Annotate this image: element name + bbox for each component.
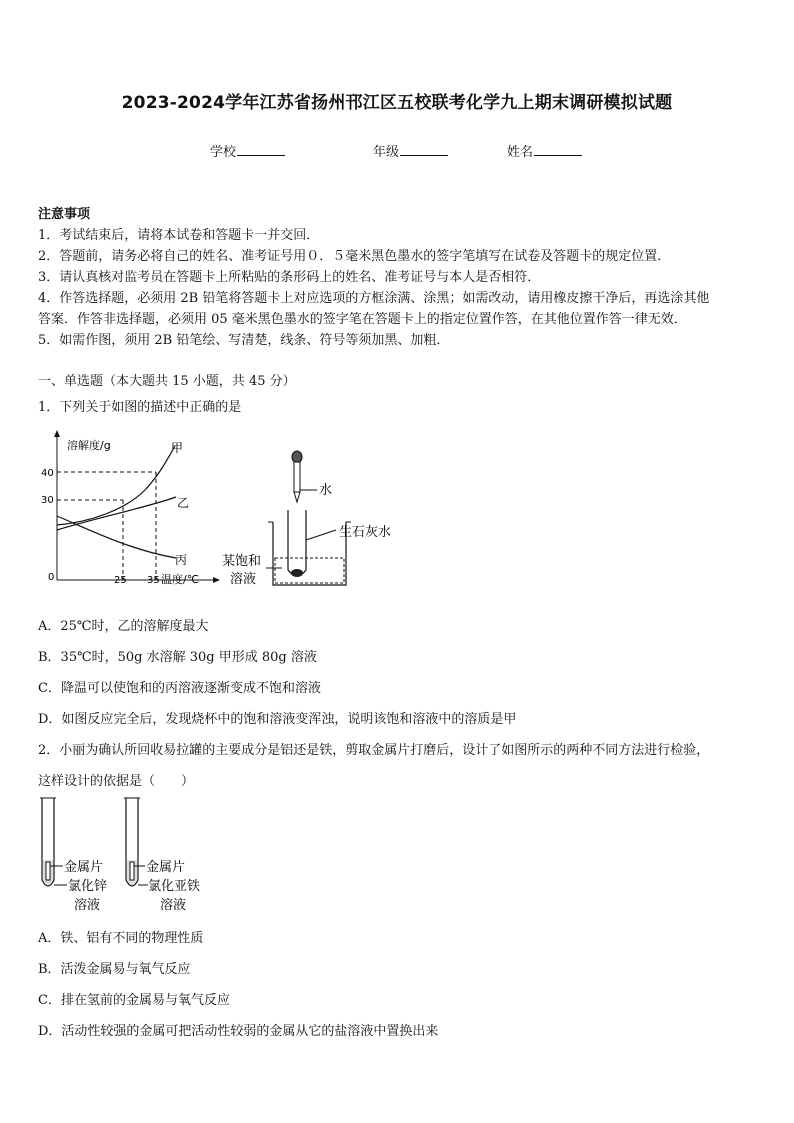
- q1-option-b[interactable]: B．35℃时，50g 水溶解 30g 甲形成 80g 溶液: [38, 650, 317, 665]
- x-tick-35: 35: [147, 575, 160, 586]
- tube1-solution-label-2: 溶液: [74, 898, 101, 913]
- tube1-metal-label: 金属片: [64, 860, 104, 875]
- grade-field[interactable]: [373, 141, 448, 160]
- notice-item: 3．请认真核对监考员在答题卡上所粘贴的条形码上的姓名、准考证号与本人是否相符．: [38, 270, 541, 285]
- y-tick-40: 40: [41, 468, 54, 479]
- x-tick-25: 25: [114, 575, 127, 586]
- notice-item: 4．作答选择题，必须用 2B 铅笔将答题卡上对应选项的方框涂满、涂黑；如需改动，请用橡皮擦干净后，再选涂其他: [38, 291, 710, 306]
- x-axis-label: 温度/℃: [161, 573, 200, 586]
- notice-item: 2．答题前，请务必将自己的姓名、准考证号用０．５毫米黑色墨水的签字笔填写在试卷及答题卡的规定位置．: [38, 249, 671, 264]
- test-tube-icon: [124, 798, 140, 886]
- q2-option-b[interactable]: B．活泼金属易与氧气反应: [38, 962, 191, 977]
- curve-yi: [57, 497, 176, 530]
- curve-jia: [57, 446, 175, 525]
- tube1-solution-label-1: 氯化锌: [68, 879, 108, 894]
- lime-leader: [306, 530, 336, 540]
- water-label: 水: [319, 483, 333, 498]
- tube2-solution-label-2: 溶液: [160, 898, 187, 913]
- lime-solid: [291, 569, 303, 577]
- q1-option-a[interactable]: A．25℃时，乙的溶解度最大: [38, 619, 209, 634]
- q2-option-c[interactable]: C．排在氢前的金属易与氧气反应: [38, 993, 230, 1008]
- tube2-solution-label-1: 氯化亚铁: [148, 879, 201, 894]
- solution-label-1: 某饱和: [222, 554, 262, 569]
- y-tick-30: 30: [41, 495, 54, 506]
- lime-label: 生石灰水: [339, 525, 392, 540]
- notice-item: 1．考试结束后，请将本试卷和答题卡一并交回．: [38, 228, 320, 243]
- solution-liquid: [275, 558, 344, 583]
- notice-item: 答案．作答非选择题，必须用 05 毫米黑色墨水的签字笔在答题卡上的指定位置作答，在其他位置作答一律无效．: [38, 312, 687, 327]
- y-axis-label: 溶解度/g: [67, 439, 111, 452]
- tube2-metal-label: 金属片: [146, 860, 186, 875]
- curve-label-yi: 乙: [177, 496, 190, 510]
- curve-label-jia: 甲: [171, 441, 184, 455]
- q2-stem-line1: 2．小丽为确认所回收易拉罐的主要成分是铝还是铁，剪取金属片打磨后，设计了如图所示的两种不同方法进行检验，: [38, 743, 710, 758]
- curve-label-bing: 丙: [175, 553, 188, 567]
- inner-tube-icon: [288, 510, 306, 576]
- outer-beaker-icon: [273, 522, 346, 585]
- q1-option-d[interactable]: D．如图反应完全后，发现烧杯中的饱和溶液变浑浊，说明该饱和溶液中的溶质是甲: [38, 712, 517, 727]
- school-label: 学校: [210, 145, 237, 160]
- y-axis-arrow: [54, 430, 60, 437]
- q1-figure: [30, 430, 410, 600]
- q2-option-a[interactable]: A．铁、铝有不同的物理性质: [38, 931, 204, 946]
- name-field[interactable]: [507, 141, 582, 160]
- page-title: 2023-2024学年江苏省扬州邗江区五校联考化学九上期末调研模拟试题: [121, 93, 673, 113]
- school-field[interactable]: [210, 141, 285, 160]
- q2-option-d[interactable]: D．活动性较强的金属可把活动性较弱的金属从它的盐溶液中置换出来: [38, 1024, 439, 1039]
- name-label: 姓名: [507, 145, 534, 160]
- q1-option-c[interactable]: C．降温可以使饱和的丙溶液逐渐变成不饱和溶液: [38, 681, 321, 696]
- notice-heading: 注意事项: [38, 207, 91, 222]
- q1-stem: 1．下列关于如图的描述中正确的是: [38, 400, 242, 415]
- q2-stem-line2: 这样设计的依据是（ ）: [38, 774, 195, 789]
- origin-label: 0: [48, 572, 55, 583]
- solution-label-2: 溶液: [230, 572, 257, 587]
- dropper-icon: [292, 451, 302, 502]
- section-heading: 一、单选题（本大题共 15 小题，共 45 分）: [38, 374, 296, 389]
- q2-figure: [34, 794, 234, 916]
- notice-item: 5．如需作图，须用 2B 铅笔绘、写清楚，线条、符号等须加黑、加粗．: [38, 333, 450, 348]
- x-axis-arrow: [213, 577, 220, 583]
- grade-label: 年级: [373, 145, 400, 160]
- test-tube-icon: [40, 798, 56, 886]
